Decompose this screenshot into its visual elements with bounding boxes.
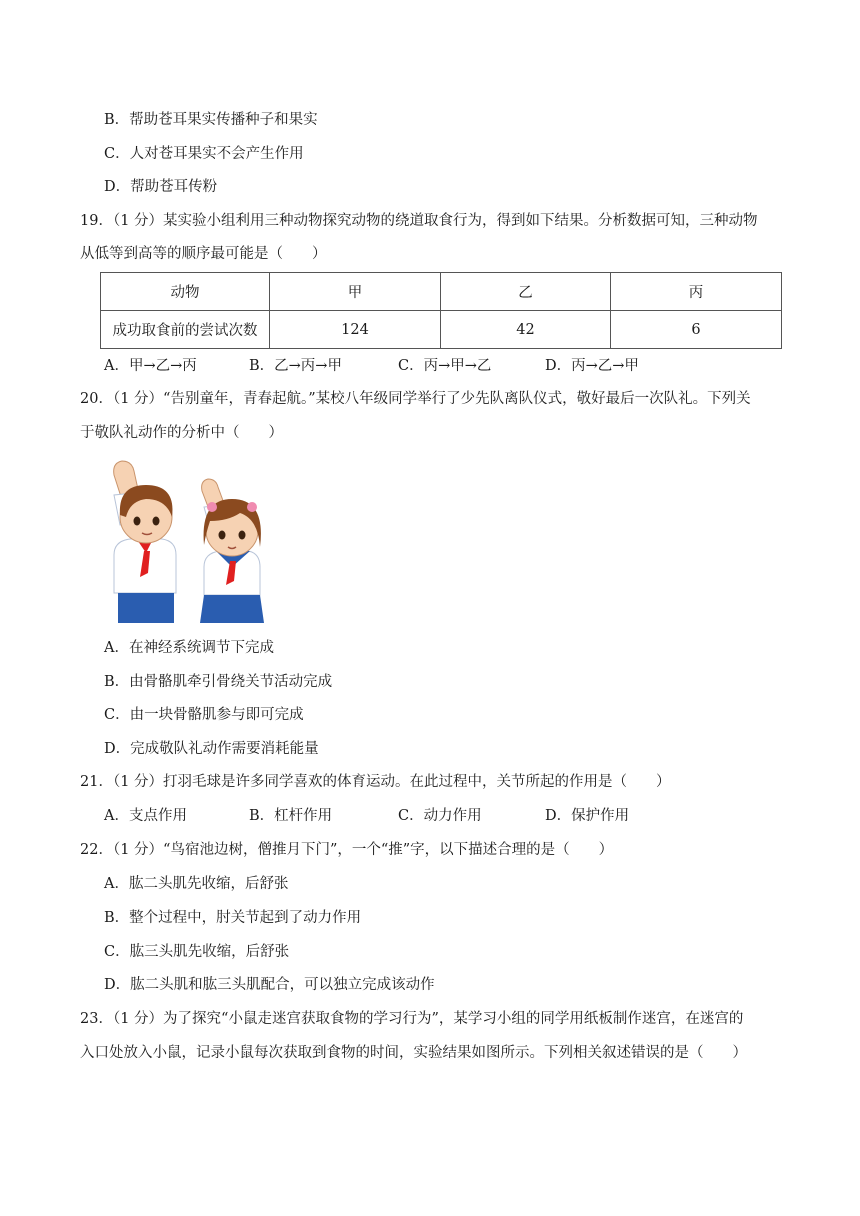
q22-option-a: A．肱二头肌先收缩，后舒张: [104, 876, 289, 892]
q19-option-a: A．甲→乙→丙: [104, 358, 197, 374]
table-cell: 124: [270, 311, 441, 349]
q18-option-b: B．帮助苍耳果实传播种子和果实: [104, 112, 318, 128]
q19-option-c: C．丙→甲→乙: [398, 358, 492, 374]
q20-option-b: B．由骨骼肌牵引骨绕关节活动完成: [104, 674, 333, 690]
q20-option-a: A．在神经系统调节下完成: [104, 640, 274, 656]
table-cell: 动物: [101, 273, 270, 311]
q22-option-c: C．肱三头肌先收缩，后舒张: [104, 944, 290, 960]
q21-options: [104, 806, 784, 826]
q21-option-c: C．动力作用: [398, 808, 482, 824]
boy-figure: [114, 461, 176, 623]
q21-option-d: D．保护作用: [545, 808, 630, 824]
q22-option-b: B．整个过程中，肘关节起到了动力作用: [104, 910, 362, 926]
q19-stem-line2: 从低等到高等的顺序最可能是（ ）: [80, 246, 327, 262]
q19-option-d: D．丙→乙→甲: [545, 358, 639, 374]
q20-stem-line1: 20．（1 分）“告别童年，青春起航。”某校八年级同学举行了少先队离队仪式，敬好最后一次队礼。下列关: [80, 391, 751, 407]
q23-stem-line2: 入口处放入小鼠，记录小鼠每次获取到食物的时间，实验结果如图所示。下列相关叙述错误的是（ ）: [80, 1045, 747, 1061]
q21-stem: 21．（1 分）打羽毛球是许多同学喜欢的体育运动。在此过程中，关节所起的作用是（ ）: [80, 774, 671, 790]
q22-stem: 22．（1 分）“鸟宿池边树，僧推月下门”，一个“推”字，以下描述合理的是（ ）: [80, 842, 614, 858]
q23-stem-line1: 23．（1 分）为了探究“小鼠走迷宫获取食物的学习行为”，某学习小组的同学用纸板制作迷宫，在迷宫的: [80, 1011, 744, 1027]
q19-stem-line1: 19．（1 分）某实验小组利用三种动物探究动物的绕道取食行为，得到如下结果。分析数据可知，三种动物: [80, 213, 758, 229]
q18-option-d: D．帮助苍耳传粉: [104, 179, 218, 195]
q22-option-d: D．肱二头肌和肱三头肌配合，可以独立完成该动作: [104, 977, 435, 993]
q19-options: [104, 356, 784, 376]
q21-option-b: B．杠杆作用: [249, 808, 333, 824]
saluting-children-illustration: [100, 455, 270, 625]
table-cell: 6: [611, 311, 782, 349]
q18-option-c: C．人对苍耳果实不会产生作用: [104, 146, 304, 162]
q19-option-b: B．乙→丙→甲: [249, 358, 342, 374]
table-header-row: [101, 273, 782, 311]
girl-figure: [200, 479, 264, 623]
table-cell: 成功取食前的尝试次数: [101, 311, 270, 349]
q21-option-a: A．支点作用: [104, 808, 187, 824]
table-cell: 42: [441, 311, 611, 349]
q20-option-d: D．完成敬队礼动作需要消耗能量: [104, 741, 319, 757]
q20-option-c: C．由一块骨骼肌参与即可完成: [104, 707, 304, 723]
table-row: [101, 311, 782, 349]
q20-stem-line2: 于敬队礼动作的分析中（ ）: [80, 425, 283, 441]
table-cell: 甲: [270, 273, 441, 311]
table-cell: 乙: [441, 273, 611, 311]
table-cell: 丙: [611, 273, 782, 311]
q19-data-table: [100, 272, 782, 349]
